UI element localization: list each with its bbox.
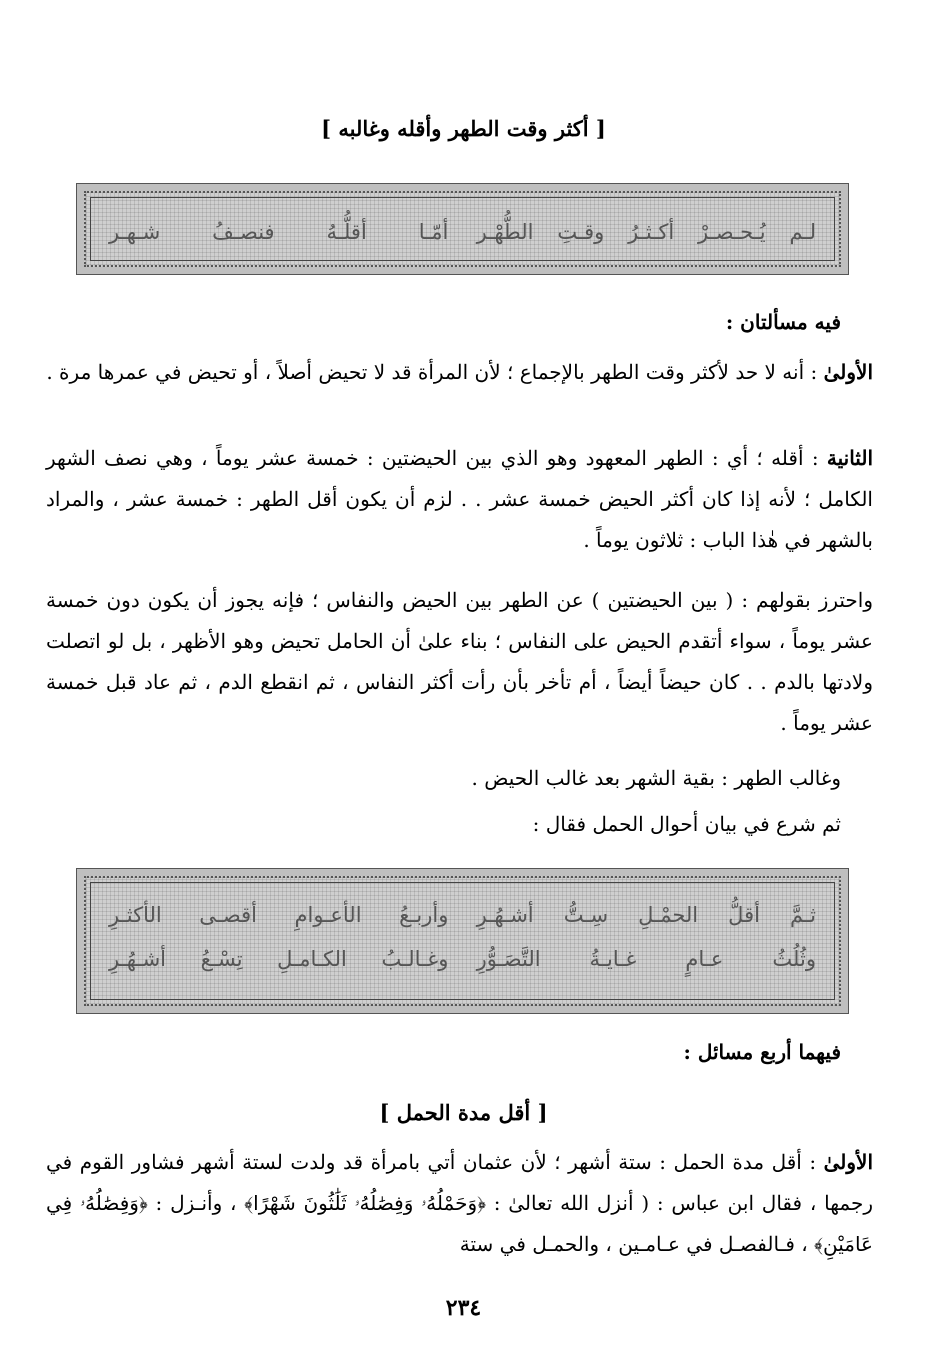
paragraph-exception: واحترز بقولهم : ( بين الحيضتين ) عن الطهر بين الحيض والنفاس ؛ فإنه يجوز أن يكون دون خمسة عشر يوماً ، سواء أتقدم الحيض على النفاس ؛ بناء علىٰ أن الحامل تحيض وهو الأظهر ، بل لو اتصلت ولادتها بالدم . . كان حيضاً أيضاً ، أم تأخر بأن رأت أكثر النفاس ، ثم انقطع الدم ، ثم عاد قبل خمسة عشر يوماً . xyxy=(46,588,873,735)
poem-verse xyxy=(109,200,816,264)
verse-first-hemistich: ثـمَّ أقلُّ الحمْـلِ سِـتُّ أشـهُـرِ xyxy=(476,903,816,927)
page-number: ٢٣٤ xyxy=(445,1295,482,1321)
paragraph-usual-tuhr: وغالب الطهر : بقية الشهر بعد غالب الحيض . xyxy=(471,766,841,790)
paragraph-pregnancy-intro: ثم شرع في بيان أحوال الحمل فقال : xyxy=(532,812,841,836)
paragraph-text: : أقل مدة الحمل : ستة أشهر ؛ لأن عثمان أتي بامرأة قد ولدت لستة أشهر فشاور القوم في رجمها ، فقال ابن عباس : ( أنزل الله تعالىٰ : xyxy=(46,1150,873,1215)
paragraph-first-issue xyxy=(46,352,873,393)
paragraph-second-issue xyxy=(46,438,873,561)
paragraph-text: : أقله ؛ أي : الطهر المعهود وهو الذي بين الحيضتين : خمسة عشر يوماً ، وهي نصف الشهر الكامل ؛ لأنه إذا كان أكثر الحيض خمسة عشر . . لزم أن يكون أقل الطهر : خمسة عشر ، والمراد بالشهر في هٰذا الباب : ثلاثون يوماً . xyxy=(46,446,873,552)
section-heading-min-pregnancy: [ أقل مدة الحمل ] xyxy=(379,1100,548,1125)
verse-second-hemistich: وأربـعُ الأعـوامِ أقصـى الأكثـرِ xyxy=(109,903,449,927)
verse-first-hemistich: لـم يُـحـصـرْ أكـثـرُ وقـتِ الطُّهْـر xyxy=(476,220,816,244)
section-heading-tuhr: [ أكثر وقت الطهر وأقله وغالبه ] xyxy=(321,116,606,141)
quran-verse: ﴿وَفِصَٰلُهُۥ فِي عَامَيْنِ﴾ xyxy=(46,1191,873,1256)
paragraph-min-pregnancy xyxy=(46,1142,873,1265)
paragraph-text: ، وأنـزل : xyxy=(147,1191,245,1215)
paragraph-text: ، فـالفصـل في عـامـين ، والحمـل في ستة xyxy=(459,1232,815,1256)
verse-second-hemistich: أمّـا أقلُّـهُ فنصـفُ شـهـر xyxy=(109,220,449,244)
poem-frame-1 xyxy=(76,183,849,275)
poem-verse xyxy=(109,937,816,981)
verse-second-hemistich: وغـالـبُ الكـامـلِ تِسْـعُ أشـهُـرِ xyxy=(109,947,449,971)
quran-verse: ﴿وَحَمْلُهُۥ وَفِصَٰلُهُۥ ثَلَٰثُونَ شَهْرًا﴾ xyxy=(244,1191,486,1215)
poem-verse xyxy=(109,893,816,937)
poem-frame-2 xyxy=(76,868,849,1014)
intro-four-issues: فيهما أربع مسائل : xyxy=(683,1040,841,1064)
paragraph-text: : أنه لا حد لأكثر وقت الطهر بالإجماع ؛ لأن المرأة قد لا تحيض أصلاً ، أو تحيض في عمرها مرة . xyxy=(46,360,824,384)
verse-first-hemistich: وثُلُثُ عـامٍ غـايـةُ التَّصَـوُّرِ xyxy=(476,947,816,971)
paragraph-lead: الأولىٰ xyxy=(823,360,873,384)
intro-two-issues: فيه مسألتان : xyxy=(725,310,841,334)
paragraph-lead: الأولىٰ xyxy=(823,1150,873,1174)
paragraph-lead: الثانية xyxy=(826,446,873,470)
